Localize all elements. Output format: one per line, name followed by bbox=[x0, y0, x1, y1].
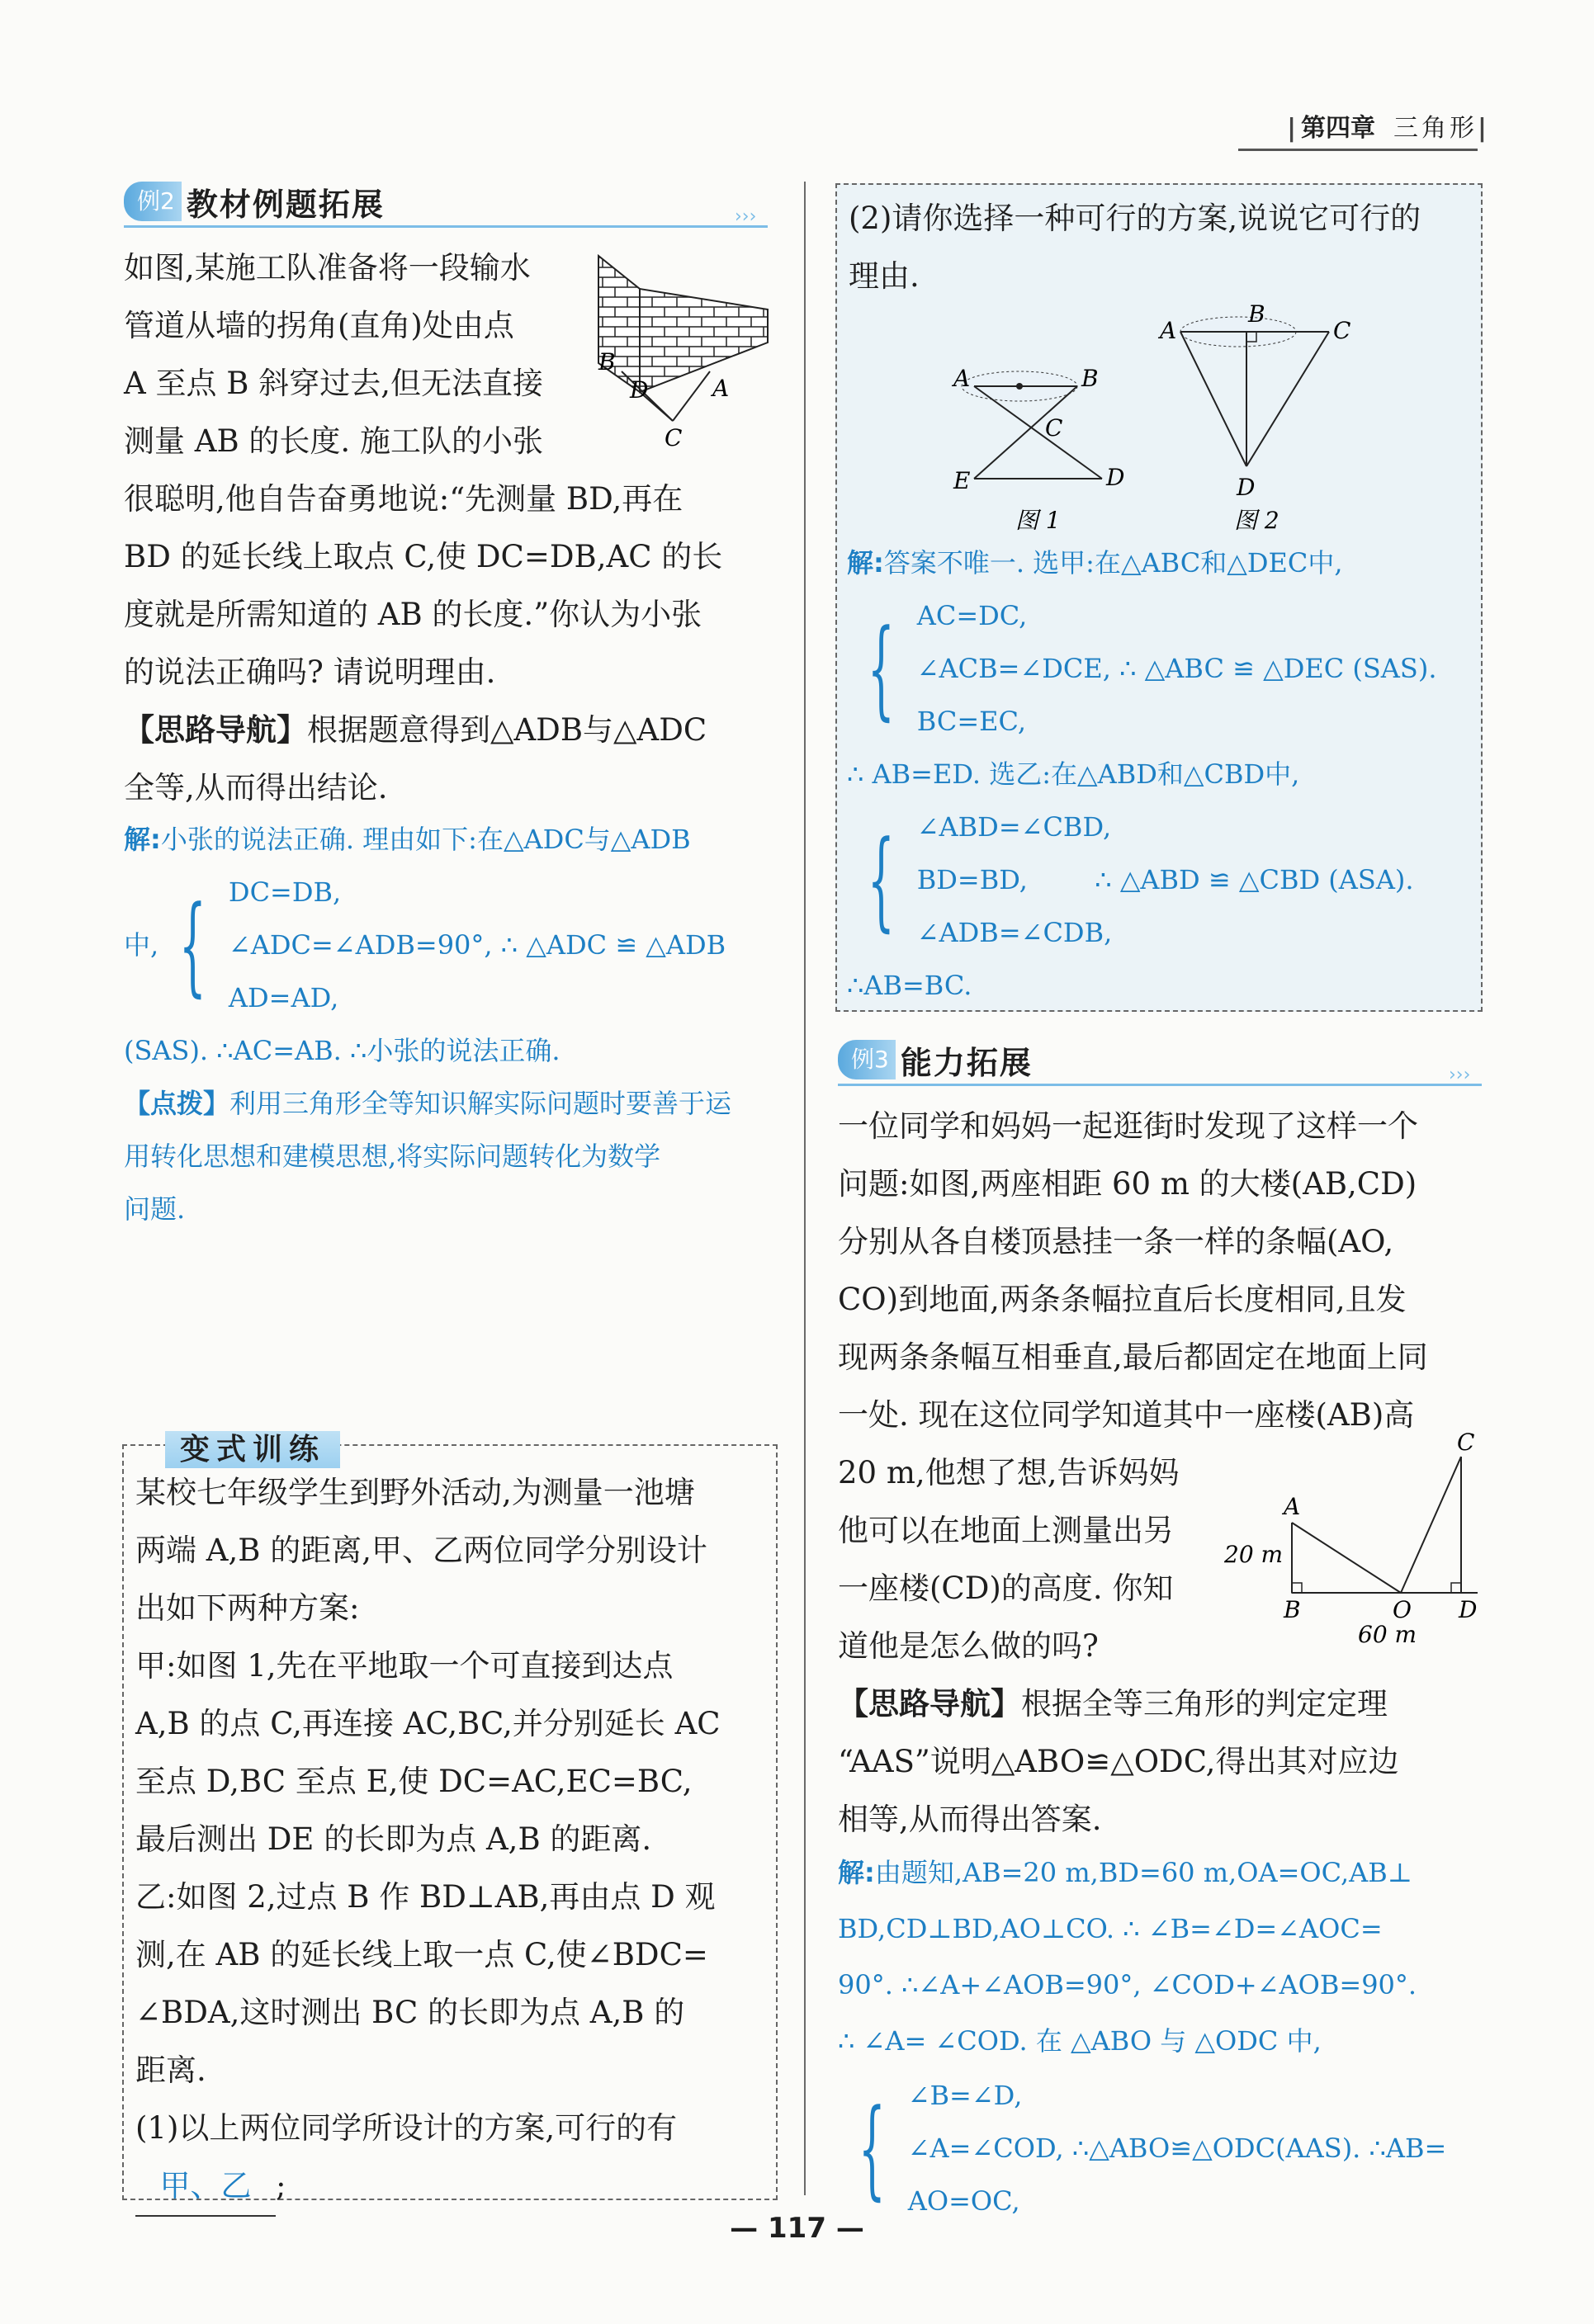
variant-content bbox=[124, 1446, 776, 2217]
wall-label-a: A bbox=[712, 375, 730, 402]
wall-label-b: B bbox=[598, 348, 616, 376]
ex3-nav-cont: “AAS”说明△ABO≌△ODC,得出其对应边 bbox=[838, 1744, 1399, 1779]
fig1-label-c: C bbox=[1045, 414, 1063, 442]
chapter-header: | 第四章 三角形| bbox=[1287, 114, 1487, 143]
pond-figures bbox=[949, 297, 1478, 545]
bld-label-d: D bbox=[1459, 1596, 1478, 1623]
ex3-sys-row: ∠A=∠COD, ∴△ABO≌△ODC(AAS). ∴AB= bbox=[907, 2133, 1447, 2164]
example3-title: 能力拓展 bbox=[900, 1044, 1033, 1081]
nav-label: 【思路导航】 bbox=[838, 1686, 1021, 1722]
ex3-line: 现两条条幅互相垂直,最后都固定在地面上同 bbox=[838, 1339, 1428, 1375]
ex3-sol-l4: ∴ ∠A= ∠COD. 在 △ABO 与 △ODC 中, bbox=[838, 2025, 1322, 2057]
ex3-line: 道他是怎么做的吗? bbox=[838, 1628, 1099, 1664]
ex2-line: A 至点 B 斜穿过去,但无法直接 bbox=[124, 366, 543, 401]
variant-answer-line bbox=[135, 2157, 768, 2217]
ex2-sys-row: DC=DB, bbox=[228, 876, 342, 908]
sys1-row: AC=DC, bbox=[916, 600, 1028, 631]
chapter-number: 第四章 bbox=[1301, 114, 1376, 143]
example3-header bbox=[838, 1036, 1033, 1084]
bld-label-b: B bbox=[1284, 1596, 1301, 1623]
nav-label: 【思路导航】 bbox=[124, 712, 307, 748]
var-sol-l1: 答案不唯一. 选甲:在△ABC和△DEC中, bbox=[883, 547, 1343, 579]
ex2-nav-cont: 全等,从而得出结论. bbox=[124, 770, 388, 805]
variant-line: (1)以上两位同学所设计的方案,可行的有 bbox=[135, 2110, 678, 2146]
bld-label-a: A bbox=[1284, 1493, 1301, 1520]
ex3-line: 20 m,他想了想,告诉妈妈 bbox=[838, 1455, 1180, 1490]
ex2-line: 度就是所需知道的 AB 的长度.”你认为小张 bbox=[124, 597, 702, 632]
ex2-line: BD 的延长线上取点 C,使 DC=DB,AC 的长 bbox=[124, 539, 723, 574]
ex3-sys-row: AO=OC, bbox=[907, 2185, 1020, 2217]
var-sol-label: 解: bbox=[847, 547, 884, 579]
ex2-tip-l2: 用转化思想和建模思想,将实际问题转化为数学 bbox=[124, 1141, 661, 1172]
sys1-row: BC=EC, bbox=[916, 706, 1026, 737]
ex2-tip-l3: 问题. bbox=[124, 1193, 186, 1225]
q2-line: (2)请你选择一种可行的方案,说说它可行的 bbox=[849, 201, 1421, 236]
variant-line: A,B 的点 C,再连接 AC,BC,并分别延长 AC bbox=[135, 1706, 721, 1741]
example2-badge: 例2 bbox=[124, 182, 182, 221]
variant-title: 变式训练 bbox=[165, 1426, 340, 1468]
ex3-line: 一处. 现在这位同学知道其中一座楼(AB)高 bbox=[838, 1397, 1415, 1433]
answer-blank: 甲、乙 bbox=[135, 2157, 276, 2217]
ex2-sol-l1: 小张的说法正确. 理由如下:在△ADC与△ADB bbox=[160, 824, 691, 855]
ex3-nav bbox=[838, 1675, 1490, 1733]
bld-label-height: 20 m bbox=[1224, 1541, 1284, 1568]
bld-label-c: C bbox=[1457, 1432, 1475, 1456]
brace-icon: { bbox=[858, 2085, 886, 2211]
ex2-sol-l2: (SAS). ∴AC=AB. ∴小张的说法正确. bbox=[124, 1035, 561, 1066]
fig2-label-c: C bbox=[1333, 317, 1351, 344]
example2-arrow-icon: ››› bbox=[735, 206, 757, 227]
var-sol-l3: ∴AB=BC. bbox=[847, 970, 972, 1001]
example3-badge: 例3 bbox=[838, 1040, 896, 1079]
ex3-line: 他可以在地面上测量出另 bbox=[838, 1513, 1174, 1548]
variant-line: 测,在 AB 的延长线上取一点 C,使∠BDC= bbox=[135, 1937, 708, 1972]
ex3-line: CO)到地面,两条条幅拉直后长度相同,且发 bbox=[838, 1282, 1407, 1317]
wall-label-d: D bbox=[630, 376, 649, 404]
ex2-tip-label: 【点拨】 bbox=[124, 1088, 230, 1119]
ex2-line: 很聪明,他自告奋勇地说:“先测量 BD,再在 bbox=[124, 481, 683, 517]
example2-title: 教材例题拓展 bbox=[186, 186, 385, 223]
fig1-label-e: E bbox=[953, 467, 971, 494]
answer-semicolon: ; bbox=[276, 2168, 286, 2204]
ex2-line: 测量 AB 的长度. 施工队的小张 bbox=[124, 423, 543, 459]
ex3-line: 问题:如图,两座相距 60 m 的大楼(AB,CD) bbox=[838, 1166, 1417, 1202]
buildings-figure bbox=[1218, 1432, 1490, 1646]
wall-label-c: C bbox=[665, 424, 683, 451]
fig1-label-d: D bbox=[1106, 464, 1125, 491]
variant-line: 出如下两种方案: bbox=[135, 1590, 360, 1626]
chapter-title: 三角形 bbox=[1393, 114, 1478, 143]
page-number: — 117 — bbox=[730, 2212, 864, 2245]
bld-label-o: O bbox=[1393, 1596, 1412, 1623]
ex2-tip-l1: 利用三角形全等知识解实际问题时要善于运 bbox=[229, 1088, 732, 1119]
example3-underline bbox=[838, 1084, 1482, 1086]
variant-line: ∠BDA,这时测出 BC 的长即为点 A,B 的 bbox=[135, 1995, 685, 2030]
brace-icon: { bbox=[867, 817, 895, 942]
example2-underline bbox=[124, 225, 768, 228]
ex3-sol-label: 解: bbox=[838, 1857, 875, 1888]
ex2-line: 管道从墙的拐角(直角)处由点 bbox=[124, 308, 514, 343]
bld-label-width: 60 m bbox=[1358, 1621, 1417, 1646]
ex3-line: 一座楼(CD)的高度. 你知 bbox=[838, 1571, 1174, 1606]
ex2-sys-row: ∠ADC=∠ADB=90°, ∴ △ADC ≌ △ADB bbox=[228, 929, 726, 961]
variant-line: 两端 A,B 的距离,甲、乙两位同学分别设计 bbox=[135, 1533, 707, 1568]
ex2-sys-row: AD=AD, bbox=[228, 982, 339, 1013]
header-rule bbox=[1238, 149, 1478, 151]
ex3-sol-l1: 由题知,AB=20 m,BD=60 m,OA=OC,AB⊥ bbox=[874, 1857, 1412, 1888]
fig2-label-a: A bbox=[1160, 317, 1177, 344]
column-divider bbox=[804, 182, 806, 2195]
fig2-caption: 图 2 bbox=[1234, 507, 1279, 534]
sys1-row: ∠ACB=∠DCE, ∴ △ABC ≌ △DEC (SAS). bbox=[916, 653, 1437, 684]
variant-line: 距离. bbox=[135, 2052, 206, 2088]
ex2-line: 的说法正确吗? 请说明理由. bbox=[124, 654, 496, 690]
variant-line: 最后测出 DE 的长即为点 A,B 的距离. bbox=[135, 1821, 652, 1857]
ex2-sol-label: 解: bbox=[124, 824, 161, 855]
example2-header bbox=[124, 177, 385, 225]
ex2-sol-zhong: 中, bbox=[124, 929, 159, 961]
fig2-label-d: D bbox=[1237, 474, 1256, 501]
example2-solution bbox=[124, 813, 784, 1235]
variant-line: 乙:如图 2,过点 B 作 BD⊥AB,再由点 D 观 bbox=[135, 1879, 716, 1915]
ex2-line: 如图,某施工队准备将一段输水 bbox=[124, 250, 531, 286]
ex2-nav bbox=[124, 701, 776, 759]
brace-icon: { bbox=[179, 882, 207, 1008]
example3-solution bbox=[838, 1845, 1490, 2227]
variant-solution bbox=[847, 536, 1483, 1012]
ex3-line: 分别从各自楼顶悬挂一条一样的条幅(AO, bbox=[838, 1224, 1394, 1259]
variant-continued-content bbox=[837, 185, 1481, 305]
variant-box bbox=[122, 1444, 778, 2204]
ex3-sol-l2: BD,CD⊥BD,AO⊥CO. ∴ ∠B=∠D=∠AOC= bbox=[838, 1913, 1383, 1944]
sys2-row: ∠ABD=∠CBD, bbox=[916, 811, 1112, 843]
fig2-label-b: B bbox=[1248, 300, 1265, 328]
variant-line: 某校七年级学生到野外活动,为测量一池塘 bbox=[135, 1475, 695, 1510]
wall-corner-figure bbox=[582, 248, 780, 454]
ex3-sol-l3: 90°. ∴∠A+∠AOB=90°, ∠COD+∠AOB=90°. bbox=[838, 1969, 1417, 2000]
fig1-label-b: B bbox=[1081, 365, 1099, 392]
nav-text: 根据题意得到△ADB与△ADC bbox=[307, 712, 707, 748]
example3-arrow-icon: ››› bbox=[1449, 1065, 1471, 1085]
ex3-nav-cont: 相等,从而得出答案. bbox=[838, 1802, 1102, 1837]
brace-icon: { bbox=[867, 606, 895, 731]
var-sol-l2: ∴ AB=ED. 选乙:在△ABD和△CBD中, bbox=[847, 758, 1300, 790]
ex3-line: 一位同学和妈妈一起逛街时发现了这样一个 bbox=[838, 1108, 1418, 1144]
fig1-label-a: A bbox=[953, 365, 971, 392]
variant-line: 甲:如图 1,先在平地取一个可直接到达点 bbox=[135, 1648, 674, 1684]
nav-text: 根据全等三角形的判定定理 bbox=[1021, 1686, 1388, 1722]
variant-line: 至点 D,BC 至点 E,使 DC=AC,EC=BC, bbox=[135, 1764, 693, 1799]
sys2-row: ∠ADB=∠CDB, bbox=[916, 917, 1113, 948]
ex3-sys-row: ∠B=∠D, bbox=[907, 2080, 1023, 2111]
fig1-caption: 图 1 bbox=[1015, 507, 1061, 534]
q2-line: 理由. bbox=[849, 258, 920, 294]
sys2-row: BD=BD, ∴ △ABD ≌ △CBD (ASA). bbox=[916, 864, 1414, 895]
